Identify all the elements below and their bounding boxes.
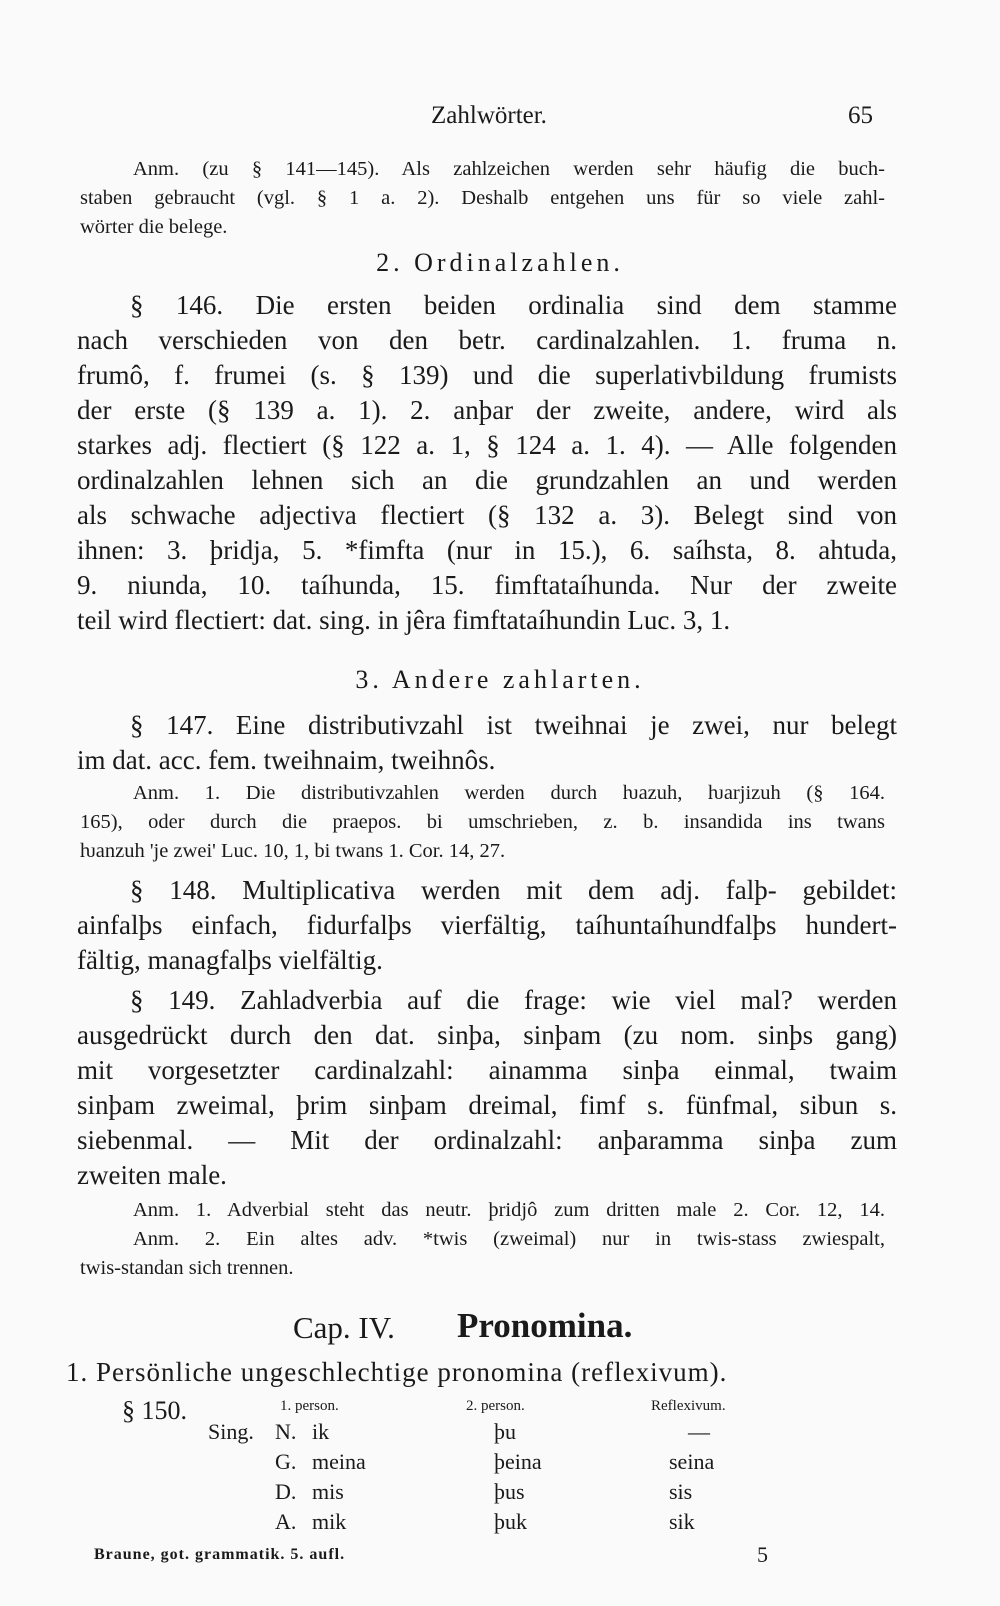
table-cell: meina (312, 1449, 366, 1474)
anm-141-line: wörter die belege. (80, 216, 228, 238)
table-column-header: Reflexivum. (651, 1398, 726, 1414)
para-147-line: im dat. acc. fem. tweihnaim, tweihnôs. (77, 745, 496, 775)
para-146-line: ordinalzahlen lehnen sich an die grundzahlen an und werden (77, 465, 897, 495)
anm-147-line: 165), oder durch die praepos. bi umschrieben, z. b. insandida ins twans (80, 811, 885, 833)
para-146-line: § 146. Die ersten beiden ordinalia sind dem stamme (130, 290, 897, 320)
para-146-line: nach verschieden von den betr. cardinalzahlen. 1. fruma n. (77, 325, 897, 355)
anm-141-line: Anm. (zu § 141—145). Als zahlzeichen werden sehr häufig die buch- (133, 158, 885, 180)
para-149-line: § 149. Zahladverbia auf die frage: wie viel mal? werden (130, 985, 897, 1015)
table-cell: mis (312, 1479, 344, 1504)
para-149-line: ausgedrückt durch den dat. sinþa, sinþam (zu nom. sinþs gang) (77, 1020, 897, 1050)
table-cell: sik (669, 1509, 695, 1534)
para-149-line: sinþam zweimal, þrim sinþam dreimal, fimf s. fünfmal, sibun s. (77, 1090, 897, 1120)
table-cell: þeina (494, 1449, 542, 1474)
anm-147-line: ƕanzuh 'je zwei' Luc. 10, 1, bi twans 1. Cor. 14, 27. (80, 840, 506, 862)
running-header-title: Zahlwörter. (431, 102, 547, 129)
table-cell: seina (669, 1449, 715, 1474)
table-cell: ik (312, 1419, 330, 1444)
para-146-line: teil wird flectiert: dat. sing. in jêra fimftataíhundin Luc. 3, 1. (77, 605, 731, 635)
table-case-label: D. (275, 1479, 297, 1504)
table-case-label: G. (275, 1449, 297, 1474)
table-cell: sis (669, 1479, 693, 1504)
para-148-line: fältig, managfalþs vielfältig. (77, 945, 383, 975)
anm-149-line: twis-standan sich trennen. (80, 1257, 294, 1279)
anm-149-line: Anm. 1. Adverbial steht das neutr. þridjô zum dritten male 2. Cor. 12, 14. (133, 1199, 885, 1221)
page-number: 65 (848, 102, 873, 129)
sheet-number: 5 (757, 1542, 768, 1567)
footer-signature: Braune, got. grammatik. 5. aufl. (94, 1546, 346, 1563)
para-149-line: zweiten male. (77, 1160, 227, 1190)
table-column-header: 2. person. (466, 1398, 525, 1414)
para-146-line: als schwache adjectiva flectiert (§ 132 a. 3). Belegt sind von (77, 500, 897, 530)
anm-149-line: Anm. 2. Ein altes adv. *twis (zweimal) nur in twis-stass zwiespalt, (133, 1228, 885, 1250)
table-case-label: A. (275, 1509, 297, 1534)
para-148-line: ainfalþs einfach, fidurfalþs vierfältig, taíhuntaíhundfalþs hundert- (77, 910, 897, 940)
chapter-title: Pronomina. (457, 1306, 633, 1345)
table-cell: þuk (494, 1509, 527, 1534)
para-147-line: § 147. Eine distributivzahl ist tweihnai je zwei, nur belegt (130, 710, 897, 740)
para-146-line: der erste (§ 139 a. 1). 2. anþar der zweite, andere, wird als (77, 395, 897, 425)
table-cell: þus (494, 1479, 525, 1504)
heading-andere-zahlarten: 3. Andere zahlarten. (355, 665, 645, 694)
table-case-label: N. (275, 1419, 297, 1444)
para-146-line: starkes adj. flectiert (§ 122 a. 1, § 124 a. 1. 4). — Alle folgenden (77, 430, 897, 460)
para-146-line: ihnen: 3. þridja, 5. *fimfta (nur in 15.), 6. saíhsta, 8. ahtuda, (77, 535, 897, 565)
heading-ordinalzahlen: 2. Ordinalzahlen. (376, 248, 624, 277)
table-number-label: Sing. (208, 1419, 254, 1444)
para-146-line: 9. niunda, 10. taíhunda, 15. fimftataíhunda. Nur der zweite (77, 570, 897, 600)
chapter-number: Cap. IV. (293, 1310, 395, 1345)
para-148-line: § 148. Multiplicativa werden mit dem adj. falþ- gebildet: (130, 875, 897, 905)
table-cell: — (688, 1419, 710, 1444)
anm-141-line: staben gebraucht (vgl. § 1 a. 2). Deshalb entgehen uns für so viele zahl- (80, 187, 885, 209)
table-cell: þu (494, 1419, 516, 1444)
section-heading-pronomina: 1. Persönliche ungeschlechtige pronomina (reflexivum). (66, 1357, 728, 1387)
para-146-line: frumô, f. frumei (s. § 139) und die superlativbildung frumists (77, 360, 897, 390)
para-149-line: mit vorgesetzter cardinalzahl: ainamma sinþa einmal, twaim (77, 1055, 897, 1085)
table-cell: mik (312, 1509, 347, 1534)
para-149-line: siebenmal. — Mit der ordinalzahl: anþaramma sinþa zum (77, 1125, 897, 1155)
table-column-header: 1. person. (280, 1398, 339, 1414)
anm-147-line: Anm. 1. Die distributivzahlen werden durch ƕazuh, ƕarjizuh (§ 164. (133, 782, 885, 804)
para-150-label: § 150. (122, 1396, 187, 1425)
